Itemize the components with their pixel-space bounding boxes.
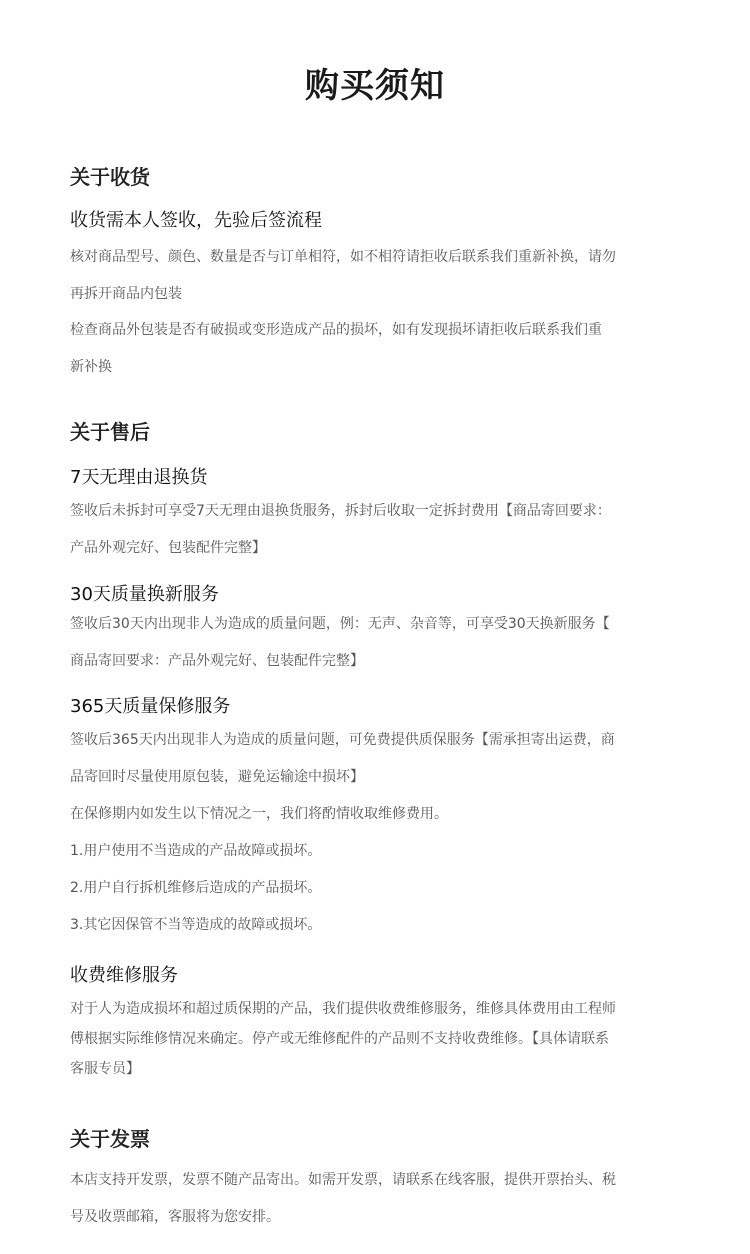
page-title: 购买须知 (305, 66, 445, 106)
warranty-line: 品寄回时尽量使用原包装，避免运输途中损坏】 (70, 769, 364, 785)
paid-repair-line: 客服专员】 (70, 1061, 140, 1077)
invoice-line: 本店支持开发票，发票不随产品寄出。如需开发票，请联系在线客服，提供开票抬头、税 (70, 1172, 616, 1188)
warranty-title: 365天质量保修服务 (70, 696, 231, 717)
paid-repair-line: 对于人为造成损坏和超过质保期的产品，我们提供收费维修服务，维修具体费用由工程师 (70, 1001, 616, 1017)
seven-day-return-title: 7天无理由退换货 (70, 467, 208, 488)
section-heading-after-sales: 关于售后 (70, 420, 150, 444)
warranty-line: 2.用户自行拆机维修后造成的产品损坏。 (70, 880, 322, 896)
thirty-day-line: 商品寄回要求：产品外观完好、包装配件完整】 (70, 653, 364, 669)
receipt-line: 核对商品型号、颜色、数量是否与订单相符，如不相符请拒收后联系我们重新补换，请勿 (70, 249, 616, 265)
seven-day-line: 产品外观完好、包装配件完整】 (70, 540, 266, 556)
warranty-line: 在保修期内如发生以下情况之一，我们将酌情收取维修费用。 (70, 806, 448, 822)
receipt-line: 再拆开商品内包装 (70, 286, 182, 302)
warranty-line: 1.用户使用不当造成的产品故障或损坏。 (70, 843, 322, 859)
seven-day-line: 签收后未拆封可享受7天无理由退换货服务，拆封后收取一定拆封费用【商品寄回要求： (70, 503, 611, 519)
warranty-line: 3.其它因保管不当等造成的故障或损坏。 (70, 917, 322, 933)
receipt-line: 检查商品外包装是否有破损或变形造成产品的损坏，如有发现损坏请拒收后联系我们重 (70, 322, 602, 338)
receipt-subheading: 收货需本人签收，先验后签流程 (70, 210, 322, 231)
receipt-line: 新补换 (70, 359, 112, 375)
thirty-day-exchange-title: 30天质量换新服务 (70, 584, 219, 605)
invoice-line: 号及收票邮箱，客服将为您安排。 (70, 1209, 280, 1225)
section-heading-receipt: 关于收货 (70, 165, 150, 189)
thirty-day-line: 签收后30天内出现非人为造成的质量问题，例：无声、杂音等，可享受30天换新服务【 (70, 616, 610, 632)
paid-repair-title: 收费维修服务 (70, 965, 178, 986)
paid-repair-line: 傅根据实际维修情况来确定。停产或无维修配件的产品则不支持收费维修。【具体请联系 (70, 1031, 609, 1047)
section-heading-invoice: 关于发票 (70, 1127, 150, 1151)
warranty-line: 签收后365天内出现非人为造成的质量问题，可免费提供质保服务【需承担寄出运费，商 (70, 732, 615, 748)
